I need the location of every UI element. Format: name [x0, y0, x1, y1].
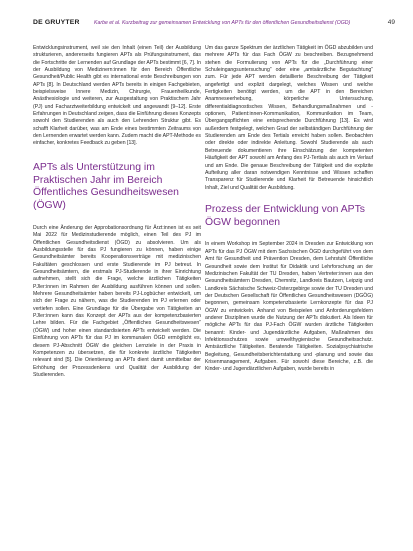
- body-paragraph: Um das ganze Spektrum der ärztlichen Tätigkeit im ÖGD abzubilden und mehrere APTs für das Fach ÖGW zu beschreiben. Bezugnehmend stehen die Formulierung von APTs für die „Durchführung einer Schuleingangsuntersuchung“ oder eine „amtsärztliche Begutachtung“ zum. Für jede APT werden detaillierte Beschreibung der Tätigkeit angefertigt und explizit dargelegt, welches Wissen und welche Fertigkeiten benötigt werden, um die APT in den Bereichen Anamneseerhebung, körperliche Untersuchung, differentialdiagnostisches Wissen, Behandlungsmaßnahmen und -optionen, Patient:innen-Kommunikation, Kommunikation im Team, Übergangspflichten eine entsprechende Durchführung [13]. Es wird außerdem festgelegt, welchen Grad der selbständigen Durchführung der Studierenden am Ende des Tertials erreicht haben sollen. Beobachten oder direkte oder indirekte Anleitung. Sowohl Studierende als auch Betreuende dokumentieren ihre Einschätzung der kompetenten Häufigkeit der APT sowohl am Anfang des PJ-Tertials als auch im Verlauf und am Ende. Die genaue Beschreibung der Tätigkeit und die explizite Aufteilung aller daran notwendigen Kenntnisse und Wissen schaffen Transparenz für Studierende und Klarheit für Betreuende hinsichtlich Inhalt, Ziel und Qualität der Ausbildung.: [205, 45, 373, 191]
- running-title: Karbe et al. Kurzbeitrag zur gemeinsamen Entwicklung von APTs für den öffentlichen Gesundheitsdienst (ÖGD): [94, 20, 351, 26]
- body-paragraph: Durch eine Änderung der Approbationsordnung für Ärzt:innen ist es seit Mai 2022 für Medizinstudierende möglich, einen Teil des PJ im Öffentlichen Gesundheitsdienst (ÖGD) zu absolvieren. Um als Ausbildungsstelle für das PJ fungieren zu können, haben einige Gesundheitsämter bereits Kooperationsverträge mit medizinischen Fakultäten geschlossen und erste Studierende im PJ betreut. In Gesundheitsämtern, die erstmals PJ-Studierende in ihrer Einrichtung aufnehmen, stellt sich die Frage, welche ärztlichen Tätigkeiten PJler:innen im Rahmen der Ausbildung ausführen können und sollen. Mehrere Gesundheitsämter haben bereits PJ-Logbücher entwickelt, um sich der Frage zu nähern, was die Studierenden im PJ erlernen oder vertiefen sollen. Eine Grundlage für die Übergabe von Tätigkeiten an PJler:innen kann das Konzept der APTs aus der kompetenzbasierten Lehre bilden. Für die Fachgebiet „Öffentliches Gesundheitswesen“ (ÖGW) und hoher einen standardisierten APTs entwickelt werden. Die Einführung von APTs für das PJ im kommunalen ÖGD ermöglicht es, diesem PJ-Abschnitt ÖGW die gleichen Lernziele in der Praxis in Kompetenzen zu übersetzen, die für konkrete ärztliche Tätigkeiten relevant sind [5]. Die Orientierung an APTs dient damit unmittelbar der Erhöhung der Prozessdenkens und Qualität der Ausbildung der Studierenden.: [33, 225, 201, 378]
- section-heading: APTs als Unterstützung im Praktischen Jahr im Bereich Öffentliches Gesundheitswesen (ÖGW): [33, 161, 179, 212]
- publisher-logo: DE GRUYTER: [33, 19, 80, 26]
- section-heading: Prozess der Entwicklung von APTs ÖGW begonnen: [205, 203, 365, 228]
- body-paragraph: In einem Workshop im September 2024 in Dresden zur Entwicklung von APTs für das PJ ÖGW mit dem Sachsischen ÖGD durchgeführt von dem Amt für Gesundheit und Prävention Dresden, dem Lehrstuhl Öffentliche Gesundheit sowie dem Institut für Didaktik und Lehrforschung an der Medizinischen Fakultät der TU Dresden, haben Vertreter:innen aus den Gesundheitsämtern Dresden, Chemnitz, Landkreis Bautzen, Leipzig und Landkreis Sächsische Schweiz-Osterzgebirge sowie der TU Dresden und der Deutschen Gesellschaft für Öffentliches Gesundheitswesen (DGÖG) begonnen, gemeinsam kompetenzbasierte Lernkonzepte für das PJ ÖGW zu entwickeln. Anhand von Beispielen und Anforderungsfeldern anderer Disziplinen wurde die Nutzung der APTs diskutiert. Als Ideen für mögliche APTs für das PJ-Fach ÖGW wurden ärztliche Tätigkeiten benannt: Kinder- und Jugendärztliche Aufgaben, Maßnahmen des Infektionsschutzes sowie umwelthygienische Gesundheitsschutz. Amtsärztliche Tätigkeiten. Beratende Tätigkeiten. Sozialpsychiatrische Begleitung, Gesundheitsberichterstattung und -planung und sowie das Krisenmanagement, Aufgaben. Für sowohl diese Bereiche, z.B. die Kinder- und Jugendärztlichen Aufgaben, wurde bereits in: [205, 241, 373, 373]
- body-paragraph: Entwicklungsinstrument, weil sie den Inhalt (einen Teil) der Ausbildung strukturieren, andererseits fungieren APTs als Prüfungsinstrument, das die Fortschritte der Lernenden auf Grundlage der APTs bestimmt [6, 7]. In der Ausbildung von Medizinern:innen für den Bereich Öffentliche Gesundheit/Public Health gibt es international erste Beschreibungen von APTs [8]. In Deutschland werden APTs bereits in einigen Fachgebieten, beispielsweise Innere Medizin, Chirurgie, Frauenheilkunde, Anästhesiologie und weiteren, zur Ausgestaltung von Praktischem Jahr (PJ) und Facharztweiterbildung entwickelt und angewandt [9–12]. Erste Erfahrungen in Deutschland zeigen, dass die Einführung dieses Konzepts sowohl den Studierenden als auch den Lehrenden Struktur gibt. Es schafft Klarheit darüber, was am Ende eines bestimmten Zeitraums von den Lernenden erwartet werden kann. Zudem macht die APT-Methode es einfacher, konkretes Feedback zu geben [13].: [33, 45, 201, 147]
- page-header: [33, 19, 401, 33]
- right-column: [205, 45, 373, 381]
- left-column: [33, 45, 201, 386]
- page-number: 49: [387, 19, 395, 26]
